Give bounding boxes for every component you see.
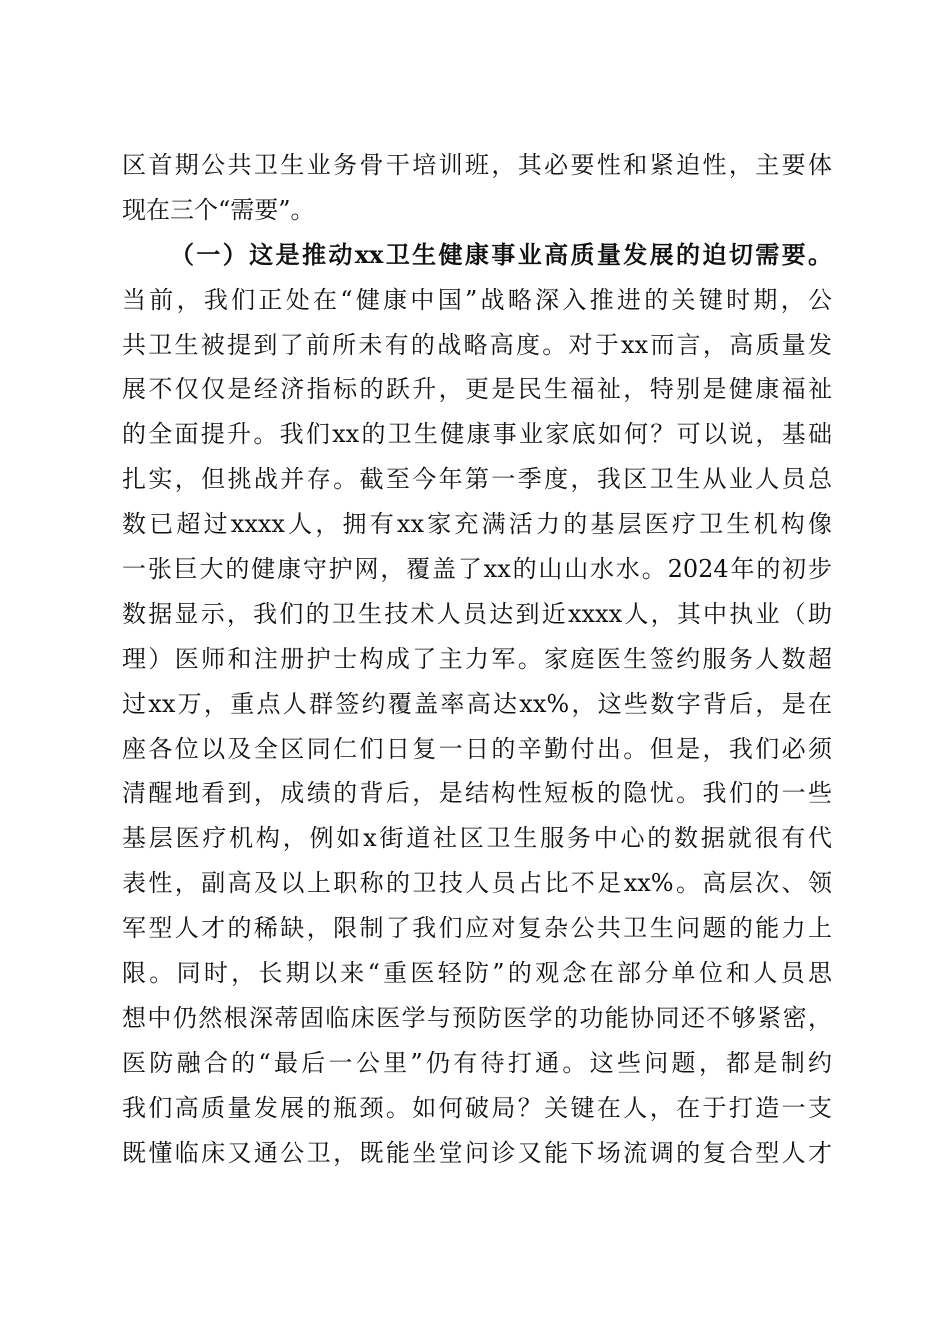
text-line: 军型人才的稀缺，限制了我们应对复杂公共卫生问题的能力上	[122, 914, 832, 943]
section-heading: （一）这是推动xx卫生健康事业高质量发展的迫切需要。	[170, 239, 832, 269]
text-line: 清醒地看到，成绩的背后，是结构性短板的隐忧。我们的一些	[122, 779, 832, 808]
text-line: 现在三个“需要”。	[122, 195, 315, 224]
text-line: 我们高质量发展的瓶颈。如何破局？关键在人，在于打造一支	[122, 1093, 832, 1122]
text-line: 基层医疗机构，例如x街道社区卫生服务中心的数据就很有代	[122, 824, 832, 853]
text-line: 共卫生被提到了前所未有的战略高度。对于xx而言，高质量发	[122, 330, 832, 359]
text-line: 的全面提升。我们xx的卫生健康事业家底如何？可以说，基础	[122, 420, 832, 449]
text-line: 表性，副高及以上职称的卫技人员占比不足xx%。高层次、领	[122, 869, 832, 898]
text-line: 限。同时，长期以来“重医轻防”的观念在部分单位和人员思	[122, 959, 832, 988]
text-line: 展不仅仅是经济指标的跃升，更是民生福祉，特别是健康福祉	[122, 375, 832, 404]
body-text	[122, 143, 832, 1175]
text-line: 区首期公共卫生业务骨干培训班，其必要性和紧迫性，主要体	[122, 151, 832, 179]
text-line: 医防融合的“最后一公里”仍有待打通。这些问题，都是制约	[122, 1048, 832, 1077]
text-line: 既懂临床又通公卫，既能坐堂问诊又能下场流调的复合型人才	[122, 1138, 832, 1167]
text-line: 一张巨大的健康守护网，覆盖了xx的山山水水。2024年的初步	[122, 555, 832, 584]
text-line: 过xx万，重点人群签约覆盖率高达xx%，这些数字背后，是在	[122, 689, 832, 718]
text-line: 想中仍然根深蒂固临床医学与预防医学的功能协同还不够紧密，	[122, 1003, 832, 1032]
text-line: 数已超过xxxx人，拥有xx家充满活力的基层医疗卫生机构像	[122, 510, 832, 539]
text-line: 数据显示，我们的卫生技术人员达到近xxxx人，其中执业（助	[122, 599, 832, 628]
text-line: 扎实，但挑战并存。截至今年第一季度，我区卫生从业人员总	[122, 465, 832, 494]
text-line: 座各位以及全区同仁们日复一日的辛勤付出。但是，我们必须	[122, 734, 832, 763]
text-line: 当前，我们正处在“健康中国”战略深入推进的关键时期，公	[122, 285, 832, 314]
text-line: 理）医师和注册护士构成了主力军。家庭医生签约服务人数超	[122, 644, 832, 673]
